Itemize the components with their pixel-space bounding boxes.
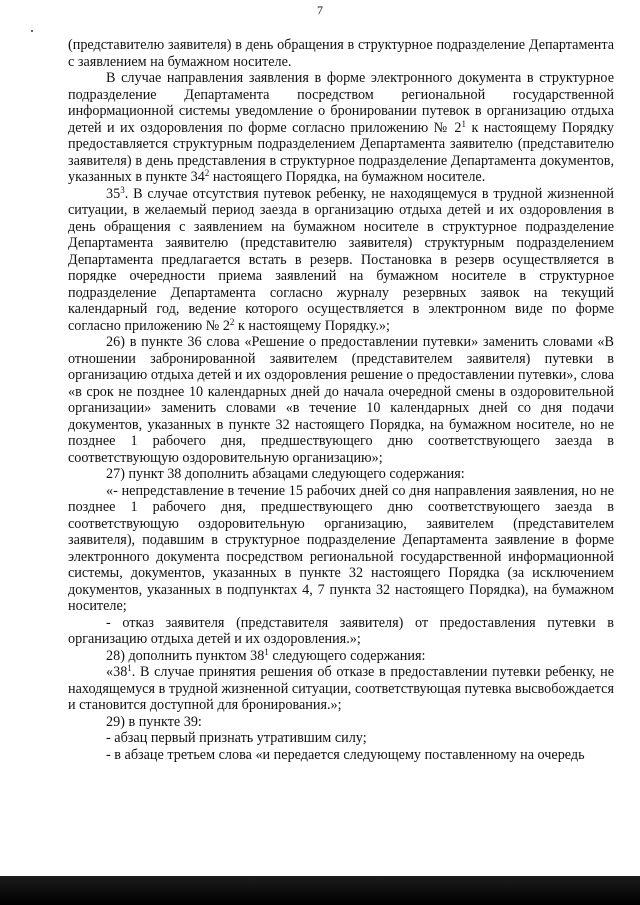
text-run: «- непредставление в течение 15 рабочих дней со дня направления заявления, но не позднее 1 рабочего дня, предшествующего дню соответствующего заезда в соответствующую оздоровительную организацию, заявителем (представителем заявителя), подавшим в структурное подразделение Департамента заявление в форме электронного документа посредством региональной государственной информационной системы, документов, указанных в пункте 32 настоящего Порядка (за исключением документов, указанных в подпунктах 4, 7 пункта 32 настоящего Порядка), на бумажном носителе; bbox=[68, 482, 614, 614]
text-run: - абзац первый признать утратившим силу; bbox=[106, 730, 367, 746]
paragraph bbox=[68, 615, 614, 648]
superscript: 1 bbox=[461, 118, 467, 129]
scan-speck bbox=[31, 30, 33, 32]
paragraph bbox=[68, 747, 614, 764]
text-run: - в абзаце третьем слова «и передается следующему поставленному на очередь bbox=[106, 746, 585, 763]
superscript: 1 bbox=[264, 646, 269, 657]
paragraph bbox=[68, 730, 614, 747]
paragraph bbox=[68, 334, 614, 466]
text-run: . В случае отсутствия путевок ребенку, не находящемуся в трудной жизненной ситуации, в желаемый период заезда в организацию отдыха детей и их оздоровления в день обращения с заявлением на бумажном носителе в структурное подразделение Департамента заявителю (представителю заявителя) структурным подразделением Департамента предлагается встать в резерв. Постановка в резерв осуществляется в порядке очередности приема заявлений на бумажном носителе в структурное подразделение Департамента согласно журналу резервных заявок на текущий календарный год, ведение которого осуществляется в электронном виде по форме согласно приложению № 2 bbox=[68, 185, 614, 334]
paragraph bbox=[68, 664, 614, 714]
paragraph bbox=[68, 186, 614, 335]
text-run: к настоящему Порядку предоставляется структурным подразделением Департамента заявителю (представителю заявителя) в день представления в структурное подразделение Департамента документов, указанных в пункте 34 bbox=[68, 119, 615, 185]
page-number: 7 bbox=[317, 3, 323, 17]
text-run: (представителю заявителя) в день обращения в структурное подразделение Департамента с заявлением на бумажном носителе. bbox=[68, 37, 614, 70]
text-run: к настоящему Порядку.»; bbox=[234, 317, 390, 334]
text-run: 28) дополнить пунктом 38 bbox=[106, 647, 265, 664]
paragraph bbox=[68, 648, 614, 665]
superscript: 3 bbox=[120, 184, 125, 195]
superscript: 1 bbox=[127, 663, 132, 673]
text-run: В случае направления заявления в форме электронного документа в структурное подразделение Департамента посредством региональной государственной информационной системы уведомление о бронировании путевок в организацию отдыха детей и их оздоровления по форме согласно приложению № 2 bbox=[68, 70, 614, 136]
paragraph bbox=[68, 37, 614, 70]
text-run: - отказ заявителя (представителя заявителя) от предоставления путевки в организацию отдыха детей и их оздоровления.»; bbox=[68, 614, 614, 647]
text-run: 26) в пункте 36 слова «Решение о предоставлении путевки» заменить словами «В отношении забронированной заявителем (представителем заявителя) путевки в организацию отдыха детей и их оздоровления решение о предоставлении путевки», слова «в срок не позднее 10 календарных дней до начала очередной смены в оздоровительной организации» заменить словами «в течение 10 календарных дней со дня подачи документов, указанных в пункте 32 настоящего Порядка, на бумажном носителе, но не позднее 1 рабочего дня, предшествующего дню соответствующего заезда в соответствующую оздоровительную организацию»; bbox=[68, 334, 614, 466]
text-run: настоящего Порядка, на бумажном носителе. bbox=[209, 169, 486, 185]
paragraph bbox=[68, 483, 614, 615]
document-body bbox=[68, 37, 614, 763]
superscript: 2 bbox=[229, 316, 235, 327]
paragraph bbox=[68, 714, 614, 731]
text-run: 29) в пункте 39: bbox=[106, 713, 202, 730]
text-run: следующего содержания: bbox=[268, 647, 426, 664]
superscript: 2 bbox=[204, 168, 210, 178]
text-run: 27) пункт 38 дополнить абзацами следующего содержания: bbox=[106, 466, 465, 482]
text-run: «38 bbox=[106, 664, 128, 680]
paragraph bbox=[68, 70, 614, 186]
text-run: 35 bbox=[106, 185, 121, 202]
text-run: . В случае принятия решения об отказе в предоставлении путевки ребенку, не находящемуся в трудной жизненной ситуации, соответствующая путевка высвобождается и становится доступной для бронирования.»; bbox=[68, 664, 614, 713]
paragraph bbox=[68, 466, 614, 483]
scan-bottom-edge bbox=[0, 876, 640, 905]
